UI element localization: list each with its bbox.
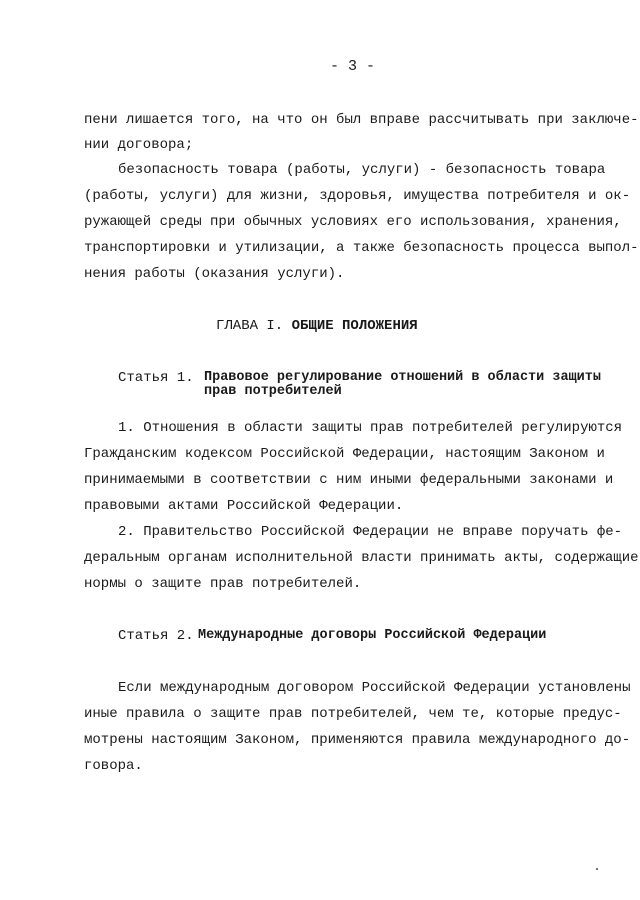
article1-p1-line-4: правовыми актами Российской Федерации. xyxy=(84,498,404,514)
article1-label: Статья 1. xyxy=(118,370,194,386)
article1-p2-line-1: 2. Правительство Российской Федерации не вправе поручать фе- xyxy=(118,524,623,540)
safety-line-3: ружающей среды при обычных условиях его использования, хранения, xyxy=(84,214,622,230)
chapter-title: ОБЩИЕ ПОЛОЖЕНИЯ xyxy=(291,318,418,334)
article2-p1-line-4: говора. xyxy=(84,758,143,774)
article2-p1-line-3: мотрены настоящим Законом, применяются правила международного до- xyxy=(84,732,631,748)
safety-line-1: безопасность товара (работы, услуги) - безопасность товара xyxy=(118,162,606,178)
safety-line-5: нения работы (оказания услуги). xyxy=(84,266,345,282)
article1-title-line2: прав потребителей xyxy=(204,384,342,399)
article1-p2-line-2: деральным органам исполнительной власти принимать акты, содержащие xyxy=(84,550,639,566)
intro-line-2: нии договора; xyxy=(84,137,194,153)
safety-line-2: (работы, услуги) для жизни, здоровья, имущества потребителя и ок- xyxy=(84,188,631,204)
scan-speck xyxy=(596,868,598,870)
article1-p1-line-3: принимаемыми в соответствии с ним иными федеральными законами и xyxy=(84,472,614,488)
safety-line-4: транспортировки и утилизации, а также безопасность процесса выпол- xyxy=(84,240,639,256)
chapter-label: ГЛАВА I. xyxy=(216,318,284,334)
article2-label: Статья 2. xyxy=(118,628,194,644)
chapter-heading xyxy=(216,318,418,334)
article1-p2-line-3: нормы о защите прав потребителей. xyxy=(84,576,362,592)
article2-title: Международные договоры Российской Федерации xyxy=(198,628,547,643)
page-number: - 3 - xyxy=(330,58,376,75)
article1-title-line1: Правовое регулирование отношений в области защиты xyxy=(204,370,601,385)
article2-p1-line-1: Если международным договором Российской Федерации установлены xyxy=(118,680,631,696)
intro-line-1: пени лишается того, на что он был вправе рассчитывать при заключе- xyxy=(84,112,639,128)
article1-p1-line-1: 1. Отношения в области защиты прав потребителей регулируются xyxy=(118,420,623,436)
article1-p1-line-2: Гражданским кодексом Российской Федерации, настоящим Законом и xyxy=(84,446,605,462)
article2-p1-line-2: иные правила о защите прав потребителей, чем те, которые предус- xyxy=(84,706,622,722)
